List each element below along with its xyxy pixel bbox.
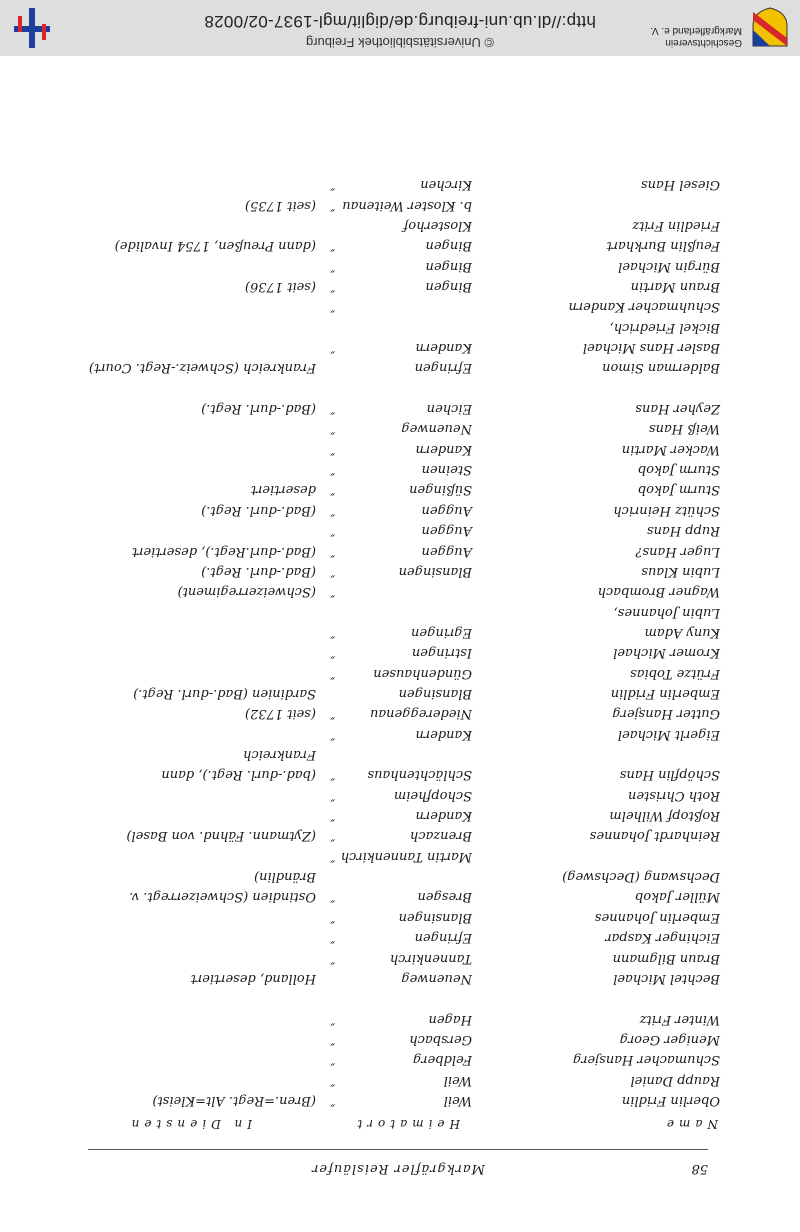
home-cell: Egringen	[411, 624, 472, 640]
service-cell: Sardinien (Bad.-durl. Regt.)	[133, 686, 316, 701]
ditto-mark: ″	[330, 197, 335, 213]
table-row	[0, 579, 800, 599]
name-cell: Lubin Klaus	[641, 563, 720, 579]
name-cell: Schuhmacher Kandern	[568, 299, 720, 315]
table-row	[0, 172, 800, 192]
name-cell: Gutter Hansjerg	[612, 706, 720, 722]
home-cell: Hagen	[428, 1011, 472, 1027]
home-cell: Bingen	[425, 258, 472, 274]
ditto-mark: ″	[330, 523, 335, 539]
table-row	[0, 254, 800, 274]
home-cell: Istringen	[411, 645, 472, 661]
table-row	[0, 803, 800, 823]
ditto-mark: ″	[330, 482, 335, 498]
table-row	[0, 722, 800, 742]
table-row	[0, 416, 800, 436]
table-row	[0, 681, 800, 701]
service-cell: (Bad.-durl.Regt.), desertiert	[131, 543, 316, 559]
home-cell: Auggen	[421, 543, 472, 559]
home-cell: Kandern	[415, 441, 472, 457]
home-cell: Schlächtenhaus	[367, 767, 472, 783]
table-row	[0, 518, 800, 538]
table-row	[0, 986, 800, 1006]
name-cell: Giesel Hans	[640, 177, 720, 193]
home-cell: Eichen	[426, 401, 472, 417]
home-cell: Kirchen	[420, 177, 472, 193]
home-cell: b. Kloster Weitenau	[342, 197, 472, 213]
ditto-mark: ″	[330, 1072, 335, 1088]
home-cell: Bingen	[425, 238, 472, 254]
table-row	[0, 498, 800, 518]
page-number: 58	[691, 1161, 708, 1176]
name-cell: Bürgin Michael	[618, 258, 720, 274]
ditto-mark: ″	[330, 1052, 335, 1068]
name-cell: Emberlin Johannes	[594, 909, 720, 925]
table-row	[0, 783, 800, 803]
table-row	[0, 437, 800, 457]
service-cell: (Bren.=Regt. Alt=Kleist)	[152, 1093, 316, 1108]
name-cell: Müller Jakob	[634, 889, 720, 905]
table-row	[0, 559, 800, 579]
ditto-mark: ″	[330, 909, 335, 925]
ditto-mark: ″	[330, 1031, 335, 1047]
table-row	[0, 600, 800, 620]
name-cell: Wacker Martin	[621, 441, 720, 457]
table-row	[0, 925, 800, 945]
column-header-service: In Diensten	[126, 1117, 252, 1131]
credit-line-2: Markgräflerland e. V.	[650, 25, 742, 36]
ditto-mark: ″	[330, 441, 335, 457]
table-row	[0, 396, 800, 416]
name-cell: Schumacher Hansjerg	[572, 1052, 720, 1068]
name-cell: Dechswang (Dechsweg)	[562, 869, 720, 885]
name-cell: Roth Christen	[628, 787, 720, 803]
service-cell: desertiert	[250, 482, 316, 498]
home-cell: Gersbach	[409, 1031, 472, 1047]
home-cell: Bingen	[425, 279, 472, 294]
ditto-mark: ″	[330, 563, 335, 579]
name-cell: Eigerlt Michael	[617, 726, 720, 742]
table-row	[0, 1088, 800, 1108]
home-cell: Brenzach	[409, 828, 472, 844]
ditto-mark: ″	[330, 401, 335, 417]
ditto-mark: ″	[330, 624, 335, 640]
name-cell: Balderman Simon	[602, 360, 720, 376]
home-cell: Bresgen	[417, 889, 472, 905]
ditto-mark: ″	[330, 279, 335, 294]
table-row	[0, 620, 800, 640]
name-cell: Oberlin Fridlin	[621, 1093, 720, 1108]
name-cell: Meniger Georg	[619, 1031, 720, 1047]
table-row	[0, 946, 800, 966]
name-cell: Rupp Hans	[646, 523, 720, 539]
name-cell: Wagner Brombach	[597, 584, 720, 600]
table-row	[0, 823, 800, 843]
service-cell: Holland, desertiert	[190, 970, 316, 986]
table-row	[0, 335, 800, 355]
home-cell: Niedereggenau	[370, 706, 472, 722]
table-row	[0, 1068, 800, 1088]
library-credit: © Universitätsbibliothek Freiburg	[305, 35, 495, 50]
name-cell: Emberlin Fridlin	[610, 686, 720, 701]
service-cell: (Schweizerregiment)	[177, 584, 316, 600]
name-cell: Braun Martin	[630, 279, 720, 294]
table-row	[0, 885, 800, 905]
table-row	[0, 539, 800, 559]
name-cell: Frütze Tobias	[630, 665, 720, 681]
source-url-link[interactable]: http://dl.ub.uni-freiburg.de/diglit/mgl-1937-02/0028	[204, 12, 596, 31]
name-cell: Basler Hans Michael	[582, 340, 720, 356]
ditto-mark: ″	[330, 726, 335, 742]
service-cell: (seit 1732)	[244, 706, 316, 722]
home-cell: Kandern	[415, 726, 472, 742]
home-cell: Auggen	[421, 502, 472, 518]
ditto-mark: ″	[330, 1093, 335, 1108]
service-cell: Brändlin)	[254, 869, 316, 885]
ditto-mark: ″	[330, 584, 335, 600]
service-cell: (Bad.-durl. Regt.)	[201, 502, 316, 518]
service-cell: (seit 1736)	[244, 279, 316, 294]
ditto-mark: ″	[330, 177, 335, 193]
table-row	[0, 213, 800, 233]
name-cell: Luger Hans?	[635, 543, 720, 559]
service-cell: (bad.-durl. Regt.), dann	[161, 767, 316, 783]
table-row	[0, 661, 800, 681]
table-row	[0, 905, 800, 925]
name-cell: Bechtel Michael	[613, 970, 720, 986]
name-cell: Raupp Daniel	[630, 1072, 720, 1088]
name-cell: Eichinger Kaspar	[605, 930, 720, 946]
ditto-mark: ″	[330, 1011, 335, 1027]
home-cell: Weil	[443, 1072, 472, 1088]
home-cell: Klosterhof	[403, 217, 472, 233]
name-cell: Reinhardt Johannes	[589, 828, 720, 844]
ditto-mark: ″	[330, 258, 335, 274]
table-row	[0, 294, 800, 314]
ditto-mark: ″	[330, 828, 335, 844]
table-row	[0, 701, 800, 721]
table-row	[0, 457, 800, 477]
name-cell: Braun Bilgmann	[612, 950, 720, 966]
credit-line-1: Geschichtsverein	[665, 37, 742, 48]
ditto-mark: ″	[330, 889, 335, 905]
name-cell: Friedlin Fritz	[632, 217, 720, 233]
service-cell: (seit 1735)	[244, 197, 316, 213]
ditto-mark: ″	[330, 950, 335, 966]
ditto-mark: ″	[330, 238, 335, 254]
table-row	[0, 742, 800, 762]
table-row	[0, 864, 800, 884]
service-cell: (Bad.-durl. Regt.)	[201, 401, 316, 417]
table-row	[0, 233, 800, 253]
home-cell: Blansingen	[398, 909, 472, 925]
home-cell: Tannenkirch	[389, 950, 472, 966]
ditto-mark: ″	[330, 502, 335, 518]
name-cell: Feußlin Burkhart	[606, 238, 720, 254]
home-cell: Blansingen	[398, 686, 472, 701]
column-header-home: Heimatort	[352, 1117, 460, 1131]
column-header-name: Name	[661, 1117, 718, 1131]
home-cell: Neuenweg	[401, 421, 472, 437]
ditto-mark: ″	[330, 340, 335, 356]
ditto-mark: ″	[330, 706, 335, 722]
table-row	[0, 1007, 800, 1027]
name-cell: Weiß Hans	[648, 421, 720, 437]
name-cell: Winter Fritz	[639, 1011, 720, 1027]
home-cell: Gündenhausen	[373, 665, 472, 681]
table-row	[0, 966, 800, 986]
name-cell: Kromer Michael	[613, 645, 720, 661]
running-title: Markgräfler Reisläufer	[311, 1161, 485, 1176]
home-cell: Efringen	[414, 930, 472, 946]
table-row	[0, 762, 800, 782]
name-cell: Roßtopf Wilhelm	[609, 808, 720, 824]
home-cell: Kandern	[415, 340, 472, 356]
service-cell: Ostindien (Schweizerregt. v.	[129, 889, 316, 905]
ditto-mark: ″	[330, 848, 335, 864]
name-cell: Zeyher Hans	[635, 401, 720, 417]
ditto-mark: ″	[330, 462, 335, 478]
table-row	[0, 355, 800, 375]
ditto-mark: ″	[330, 767, 335, 783]
home-cell: Auggen	[421, 523, 472, 539]
table-row	[0, 478, 800, 498]
service-cell: (Zytmann. Fähnd. von Basel)	[126, 828, 316, 844]
table-row	[0, 274, 800, 294]
ditto-mark: ″	[330, 421, 335, 437]
home-cell: Efringen	[414, 360, 472, 376]
table-row	[0, 376, 800, 396]
table-row	[0, 1047, 800, 1067]
table-row	[0, 315, 800, 335]
service-cell: Frankreich (Schweiz.-Regt. Court)	[88, 360, 316, 376]
table-row	[0, 640, 800, 660]
ditto-mark: ″	[330, 665, 335, 681]
name-cell: Lubin Johannes,	[613, 604, 720, 620]
ditto-mark: ″	[330, 787, 335, 803]
home-cell: Schopfheim	[393, 787, 472, 803]
name-cell: Bickel Friedrich,	[609, 319, 720, 335]
ditto-mark: ″	[330, 543, 335, 559]
ditto-mark: ″	[330, 645, 335, 661]
table-row	[0, 1027, 800, 1047]
ditto-mark: ″	[330, 299, 335, 315]
name-cell: Sturm Jakob	[637, 482, 720, 498]
home-cell: Weil	[443, 1093, 472, 1108]
name-cell: Schütz Heinrich	[613, 502, 720, 518]
home-cell: Neuenweg	[401, 970, 472, 986]
service-cell: (Bad.-durl. Regt.)	[201, 563, 316, 579]
service-cell: (dann Preußen, 1754 Invalide)	[114, 238, 316, 254]
home-cell: Blansingen	[398, 563, 472, 579]
name-cell: Kuny Adam	[644, 624, 720, 640]
home-cell: Süßingen	[409, 482, 472, 498]
table-row	[0, 193, 800, 213]
home-cell: Kandern	[415, 808, 472, 824]
name-cell: Sturm Jakob	[637, 462, 720, 478]
home-cell: Feldberg	[412, 1052, 472, 1068]
home-cell: Steinen	[421, 462, 472, 478]
ditto-mark: ″	[330, 930, 335, 946]
table-row	[0, 844, 800, 864]
home-cell: Martin Tannenkirch	[340, 848, 472, 864]
ditto-mark: ″	[330, 808, 335, 824]
name-cell: Schöpflin Hans	[619, 767, 720, 783]
service-cell: Frankreich	[243, 747, 316, 763]
